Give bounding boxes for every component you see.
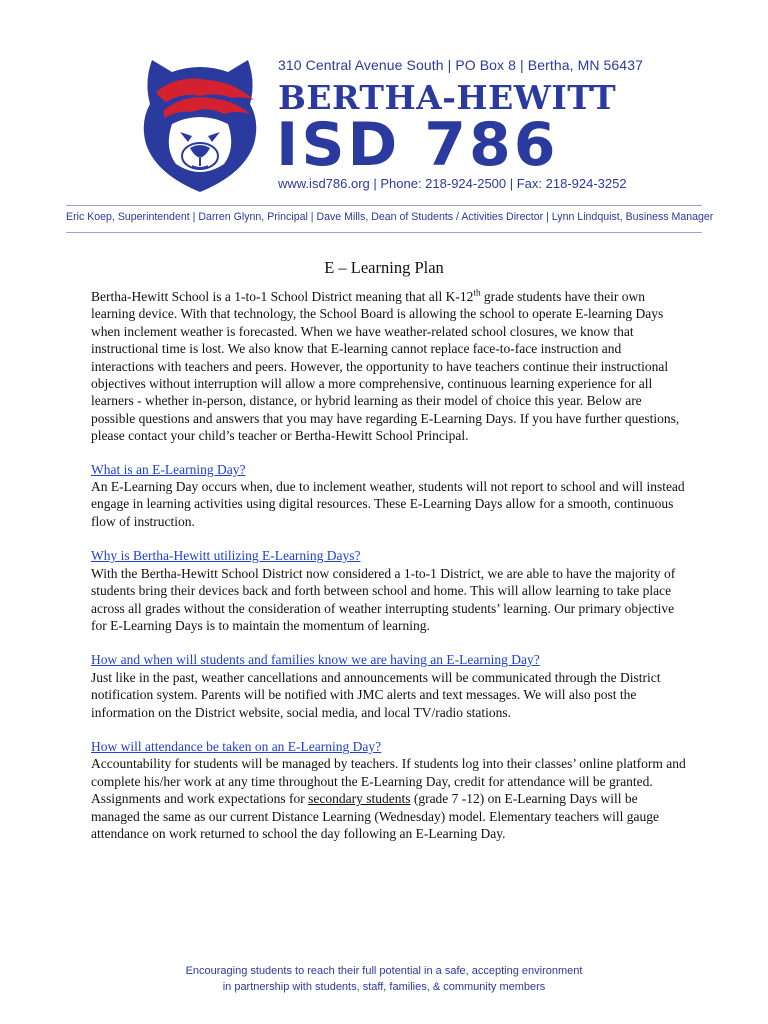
bear-mascot-icon [138,52,262,194]
header-divider-bottom [66,232,702,233]
document-title: E – Learning Plan [324,258,444,277]
question-heading: How will attendance be taken on an E-Learning Day? [91,738,382,754]
footer-line-1: Encouraging students to reach their full potential in a safe, accepting environment [185,965,583,977]
header-divider-top [66,205,702,206]
school-name: BERTHA-HEWITT [278,78,617,117]
school-address: 310 Central Avenue South | PO Box 8 | Bertha, MN 56437 [278,57,643,73]
question-heading: Why is Bertha-Hewitt utilizing E-Learning Days? [91,548,361,564]
document-body [91,288,687,859]
footer-line-2: in partnership with students, staff, families, & community members [222,981,546,993]
footer-motto [0,963,768,995]
answer-paragraph: Just like in the past, weather cancellations and announcements will be communicated through the District notification system. Parents will be notified with JMC alerts and text messages. We will also post the information on the District website, social media, and local TV/radio stations. [91,669,661,720]
answer-paragraph: An E-Learning Day occurs when, due to inclement weather, students will not report to school and will instead engage in learning activities using digital resources. These E-Learning Days allow for a smooth, continuous flow of instruction. [91,479,685,529]
district-number: ISD 786 [276,110,559,180]
school-contact: www.isd786.org | Phone: 218-924-2500 | Fax: 218-924-3252 [278,176,627,191]
answer-paragraph: With the Bertha-Hewitt School District now considered a 1-to-1 District, we are able to have the majority of students bring their devices back and forth between school and home. This will allow learning to take place across all grades without the consideration of weather interrupting students’ learning. Our primary objective for E-Learning Days is to maintain the momentum of learning. [91,565,676,633]
answer-paragraph: Accountability for students will be managed by teachers. If students log into their classes’ online platform and complete his/her work at any time throughout the E-Learning Day, credit for attendance will be granted. Assignments and work expectations for secondary students (grade 7 -12) on E-Learning Days will be managed the same as our current Distance Learning (Wednesday) model. Elementary teachers will gauge attendance on work returned to school the day following an E-Learning Day. [91,756,686,841]
secondary-students-term: secondary students [308,791,411,807]
staff-line: Eric Koep, Superintendent | Darren Glynn, Principal | Dave Mills, Dean of Students / Activities Director | Lynn Lindquist, Business Manager [66,211,714,223]
intro-paragraph: Bertha-Hewitt School is a 1-to-1 School District meaning that all K-12th grade students have their own learning device. With that technology, the School Board is allowing the school to operate E-learning Days when inclement weather is forecasted. When we have weather-related school closures, we know that instructional time is lost. We also know that E-learning cannot replace face-to-face instruction and interactions with teachers and peers. However, the opportunity to have teachers continue their instructional objectives without interruption will allow a more comprehensive, continuous learning experience for all learners - whether in-person, distance, or hybrid learning as their model of choice this year. Below are possible questions and answers that you may have regarding E-Learning Days. If you have further questions, please contact your child’s teacher or Bertha-Hewitt School Principal. [91,287,680,444]
question-heading: What is an E-Learning Day? [91,461,246,477]
question-heading: How and when will students and families know we are having an E-Learning Day? [91,652,540,668]
